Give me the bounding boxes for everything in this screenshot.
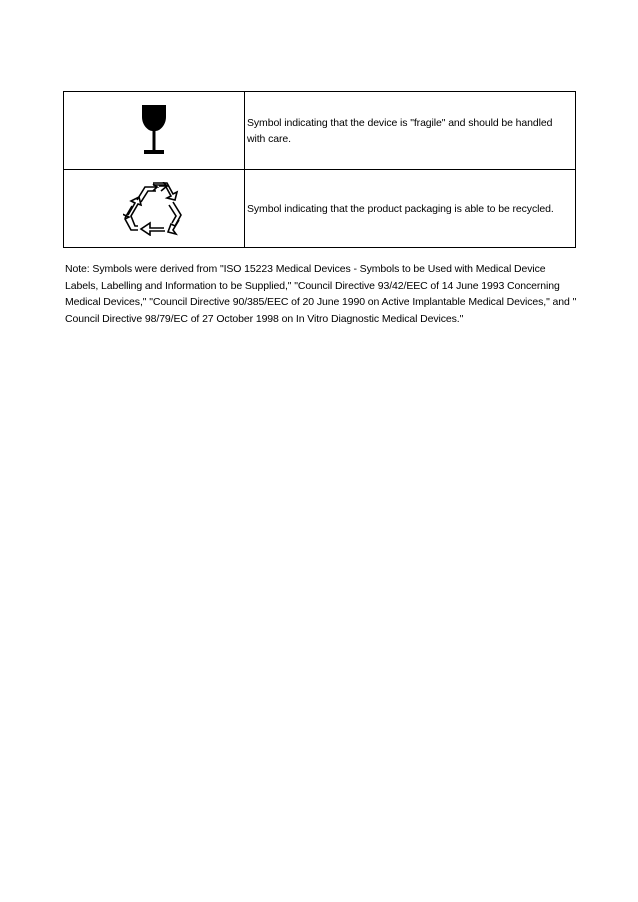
recycle-icon: [123, 182, 185, 236]
table-row: [64, 92, 576, 170]
symbol-cell: [64, 170, 245, 248]
symbols-table: [63, 91, 576, 248]
fragile-glass-icon: [140, 105, 168, 157]
note-text: Note: Symbols were derived from "ISO 15223 Medical Devices - Symbols to be Used with Medical Device Labels, Labelling and Information to be Supplied," "Council Directive 93/42/EEC of 14 June 1993 Concerning Medical Devices," "Council Directive 90/385/EEC of 20 June 1990 on Active Implantable Medical Devices," and " Council Directive 98/79/EC of 27 October 1998 on In Vitro Diagnostic Medical Devices.": [65, 263, 577, 325]
symbol-description: Symbol indicating that the product packaging is able to be recycled.: [245, 170, 576, 248]
symbol-cell: [64, 92, 245, 170]
table-row: [64, 170, 576, 248]
symbol-description: Symbol indicating that the device is "fragile" and should be handled with care.: [245, 92, 576, 170]
